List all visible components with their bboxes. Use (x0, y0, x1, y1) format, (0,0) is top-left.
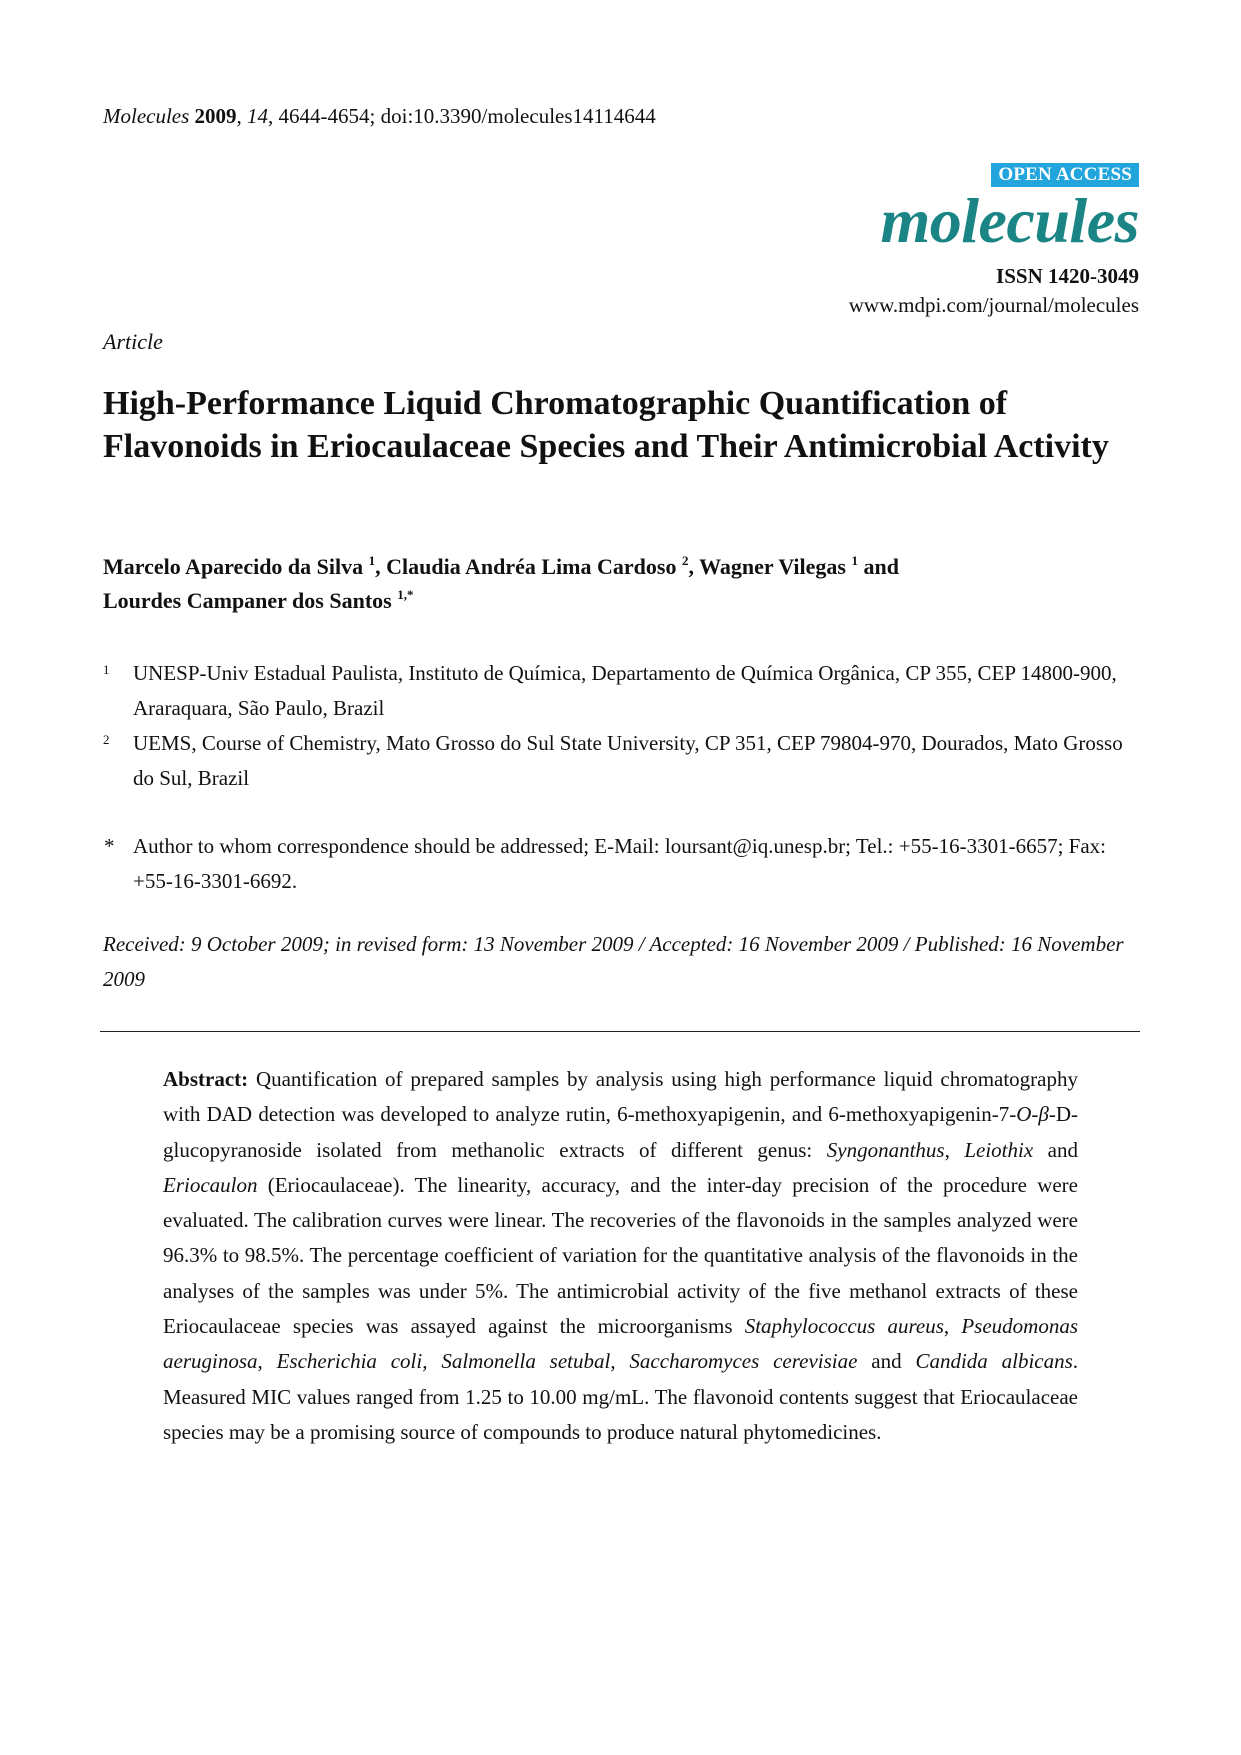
affiliation-1 (103, 656, 1143, 726)
citation-line: Molecules 2009, 14, 4644-4654; doi:10.3390/molecules14114644 (103, 104, 656, 128)
author-name: Marcelo Aparecido da Silva (103, 554, 364, 579)
abstract-text: and (857, 1349, 916, 1374)
article-type: Article (103, 329, 163, 354)
year: 2009 (194, 104, 237, 128)
correspondence-mark: * (104, 834, 115, 858)
author-affiliation-mark: 1 (851, 553, 858, 568)
issn: ISSN 1420-3049 (996, 264, 1139, 288)
author-separator: , (688, 554, 694, 579)
species-name: Salmonella setubal (441, 1349, 611, 1374)
author-affiliation-mark: 1,* (397, 587, 414, 602)
pages-doi: 4644-4654; doi:10.3390/molecules14114644 (278, 104, 656, 128)
genus-name: Leiothix (964, 1137, 1034, 1162)
species-name: Escherichia coli (276, 1349, 423, 1374)
species-name: Saccharomyces cerevisiae (629, 1349, 858, 1374)
open-access-badge: OPEN ACCESS (991, 163, 1139, 187)
author-name: Wagner Vilegas (699, 554, 846, 579)
affiliation-2 (103, 726, 1143, 796)
affiliation-text: UEMS, Course of Chemistry, Mato Grosso do Sul State University, CP 351, CEP 79804-970, Dourados, Mato Grosso do Sul, Brazil (133, 731, 1123, 790)
affiliation-text: UNESP-Univ Estadual Paulista, Instituto de Química, Departamento de Química Orgânica, CP 355, CEP 14800-900, Araraquara, São Paulo, Brazil (133, 661, 1117, 720)
author-name: Claudia Andréa Lima Cardoso (386, 554, 677, 579)
species-name: Staphylococcus aureus (744, 1314, 944, 1339)
paper-title: High-Performance Liquid Chromatographic Quantification of Flavonoids in Eriocaulaceae Species and Their Antimicrobial Activity (103, 385, 1109, 465)
abstract-text: (Eriocaulaceae). The linearity, accuracy, and the inter-day precision of the procedure were evaluated. The calibration curves were linear. The recoveries of the flavonoids in the samples analyzed were 96.3% to 98.5%. The percentage coefficient of variation for the quantitative analysis of the flavonoids in the analyses of the samples was under 5%. The antimicrobial activity of the five methanol extracts of these Eriocaulaceae species was assayed against the microorganisms (163, 1172, 1078, 1339)
beta-symbol: β (1038, 1102, 1049, 1127)
author-name: Lourdes Campaner dos Santos (103, 588, 392, 613)
correspondence (103, 829, 1143, 899)
author-list (103, 550, 1143, 618)
journal-url[interactable]: www.mdpi.com/journal/molecules (848, 293, 1139, 317)
abstract-text: - (1031, 1102, 1039, 1127)
abstract-text: , (422, 1349, 442, 1374)
affiliation-mark: 2 (103, 732, 110, 747)
affiliation-mark: 1 (103, 662, 110, 677)
genus-name: Syngonanthus (826, 1137, 945, 1162)
species-name: Pseudomonas aeruginosa (163, 1314, 1079, 1374)
author-separator: and (863, 554, 899, 579)
publication-dates: Received: 9 October 2009; in revised form: 13 November 2009 / Accepted: 16 November 2009 / Published: 16 November 2009 (103, 932, 1124, 991)
abstract-text: -D-glucopyranoside isolated from methanolic extracts of different genus: (163, 1102, 1078, 1162)
abstract-text: O (1016, 1102, 1032, 1127)
abstract-label: Abstract: (163, 1067, 249, 1091)
journal-logo: molecules (880, 185, 1139, 256)
abstract (163, 1062, 1078, 1450)
species-name: Candida albicans (915, 1349, 1073, 1374)
abstract-text: Quantification of prepared samples by analysis using high performance liquid chromatography with DAD detection was developed to analyze rutin, 6-methoxyapigenin, and 6-methoxyapigenin-7- (163, 1067, 1078, 1127)
abstract-text: , (944, 1137, 965, 1162)
abstract-text: , (257, 1349, 277, 1374)
abstract-text: , (610, 1349, 630, 1374)
volume: 14 (247, 104, 269, 128)
author-affiliation-mark: 1 (368, 553, 376, 568)
genus-name: Eriocaulon (163, 1172, 258, 1197)
correspondence-text: Author to whom correspondence should be addressed; E-Mail: loursant@iq.unesp.br; Tel.: +55-16-3301-6657; Fax: +55-16-3301-6692. (133, 834, 1106, 893)
journal-abbrev: Molecules (103, 104, 190, 128)
abstract-text: and (1033, 1137, 1078, 1162)
abstract-text: , (943, 1314, 962, 1339)
divider (100, 1031, 1140, 1032)
author-separator: , (375, 554, 381, 579)
abstract-text: . Measured MIC values ranged from 1.25 to 10.00 mg/mL. The flavonoid contents suggest that Eriocaulaceae species may be a promising source of compounds to produce natural phytomedicines. (163, 1349, 1079, 1444)
author-affiliation-mark: 2 (681, 553, 689, 568)
